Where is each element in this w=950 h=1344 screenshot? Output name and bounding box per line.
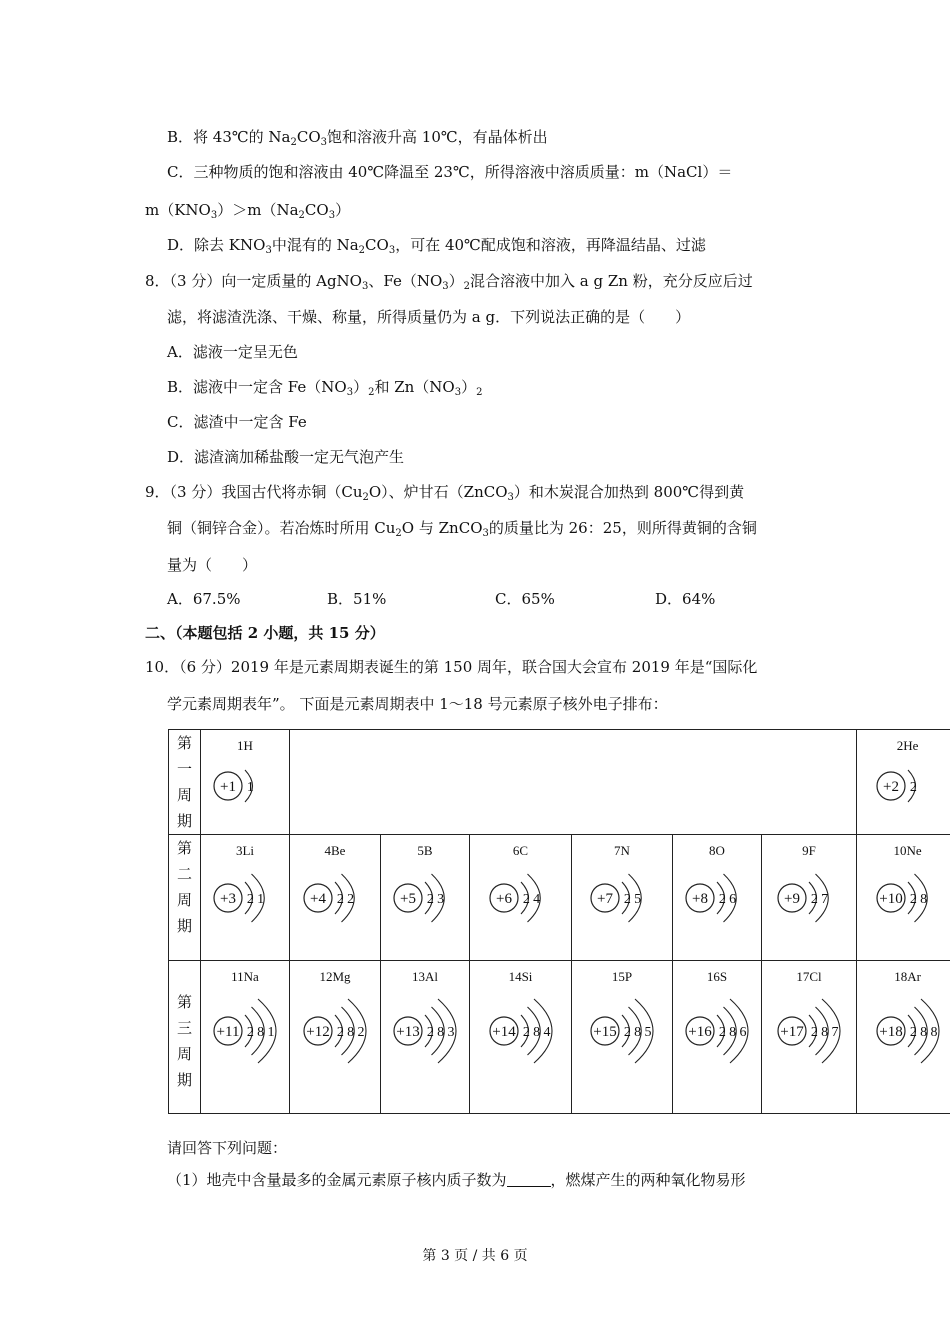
- shell-electron-count: 2: [909, 1025, 917, 1040]
- shell-electron-count: 2: [623, 892, 631, 907]
- element-symbol: 2He: [896, 738, 919, 753]
- text-run: D．除去 KNO: [167, 236, 266, 254]
- nucleus-charge: +12: [306, 1024, 330, 1040]
- q8-stem-line1: [145, 271, 753, 291]
- shell-electron-count: 2: [246, 892, 254, 907]
- text-run: ）＞m（Na: [217, 201, 299, 219]
- shell-electron-count: 2: [522, 892, 530, 907]
- q9-stem-line3: 量为（ ）: [167, 556, 258, 574]
- text-run: ）和木炭混合加热到 800℃得到黄: [513, 483, 745, 501]
- q8-stem-line2: 滤，将滤渣洗涤、干燥、称量，所得质量仍为 a g．下列说法正确的是（ ）: [167, 308, 691, 326]
- element-cell: [201, 730, 290, 835]
- text-run: m（KNO: [145, 201, 211, 219]
- text-run: 9．（3 分）我国古代将赤铜（Cu: [145, 483, 363, 501]
- atom-structure-diagram: [293, 989, 377, 1073]
- element-symbol: 10Ne: [893, 843, 922, 858]
- shell-electron-count: 2: [336, 1025, 344, 1040]
- answer-blank[interactable]: [507, 1172, 551, 1187]
- subscript: 3: [320, 137, 328, 148]
- atom-structure-diagram: [767, 863, 851, 933]
- subscript: 2: [395, 528, 402, 539]
- nucleus-charge: +3: [220, 891, 236, 907]
- element-cell: [381, 961, 470, 1114]
- shell-electron-count: 2: [810, 1025, 818, 1040]
- element-cell: [470, 961, 572, 1114]
- atom-structure-diagram: [580, 989, 664, 1073]
- q10-stem-line1: 10．（6 分）2019 年是元素周期表诞生的第 150 周年，联合国大会宣布 2019 年是“国际化: [145, 658, 758, 676]
- text-run: ）: [461, 378, 477, 396]
- subscript: 3: [507, 492, 514, 503]
- element-symbol: 17Cl: [796, 969, 822, 984]
- section-title: 二、（本题包括 2 小题，共 15 分）: [145, 624, 385, 642]
- nucleus-charge: +11: [216, 1024, 240, 1040]
- period-2-label: 第 二 周 期: [169, 835, 201, 961]
- subscript: 2: [476, 387, 483, 398]
- element-symbol: 15P: [611, 969, 633, 984]
- nucleus-charge: +4: [310, 891, 326, 907]
- q10-stem-line2: 学元素周期表年”。 下面是元素周期表中 1～18 号元素原子核外电子排布：: [167, 695, 668, 713]
- element-cell: [201, 961, 290, 1114]
- text-run: ）: [448, 272, 464, 290]
- subscript: 2: [463, 281, 471, 292]
- atom-structure-diagram: [293, 863, 377, 933]
- atom-structure-diagram: [675, 863, 759, 933]
- nucleus-charge: +9: [784, 891, 801, 907]
- shell-electron-count: 5: [634, 892, 642, 907]
- subscript: 3: [482, 528, 489, 539]
- text-run: 和 Zn（NO: [374, 378, 455, 396]
- nucleus-charge: +5: [400, 891, 416, 907]
- subscript: 3: [388, 245, 396, 256]
- element-symbol: 1H: [237, 738, 253, 753]
- atom-structure-diagram: [383, 863, 467, 933]
- element-cell: [762, 961, 857, 1114]
- subscript: 2: [362, 492, 369, 503]
- shell-electron-count: 2: [357, 1025, 365, 1040]
- element-cell: [857, 961, 950, 1114]
- q7-option-c-line1: [167, 162, 732, 182]
- shell-electron-count: 4: [532, 892, 540, 907]
- element-symbol: 6C: [512, 843, 529, 858]
- electron-configuration-table: [168, 729, 950, 1114]
- element-cell: [290, 835, 381, 961]
- subscript: 3: [346, 387, 354, 398]
- q9-option-c: C．65%: [495, 590, 555, 608]
- element-cell: [857, 730, 950, 835]
- shell-electron-count: 8: [634, 1025, 642, 1040]
- atom-structure-diagram: [203, 863, 287, 933]
- element-cell: [381, 835, 470, 961]
- nucleus-charge: +7: [597, 891, 613, 907]
- atom-structure-diagram: [767, 989, 851, 1073]
- q10-sub1-after: ，燃煤产生的两种氧化物易形: [550, 1171, 746, 1189]
- period-1-label: 第 一 周 期: [169, 730, 201, 835]
- element-symbol: 13Al: [412, 969, 438, 984]
- shell-electron-count: 1: [257, 892, 265, 907]
- shell-electron-count: 8: [821, 1025, 829, 1040]
- shell-electron-count: 2: [426, 1025, 434, 1040]
- q8-option-a: A．滤液一定呈无色: [167, 343, 298, 361]
- text-run: CO: [365, 236, 389, 254]
- nucleus-charge: +13: [396, 1024, 420, 1040]
- element-cell: [572, 961, 673, 1114]
- q8-option-d: D．滤渣滴加稀盐酸一定无气泡产生: [167, 448, 405, 466]
- text-run: ，可在 40℃配成饱和溶液，再降温结晶、过滤: [395, 236, 706, 254]
- element-symbol: 3Li: [235, 843, 255, 858]
- subscript: 3: [210, 210, 218, 221]
- text-run: 混合溶液中加入 a g Zn 粉，充分反应后过: [470, 272, 753, 290]
- atom-structure-diagram: [866, 863, 950, 933]
- shell-electron-count: 5: [644, 1025, 652, 1040]
- q10-sub1: [167, 1170, 746, 1190]
- subscript: 2: [290, 137, 297, 148]
- q7-option-c-line2: [145, 200, 350, 220]
- nucleus-charge: +16: [688, 1024, 712, 1040]
- page-footer: 第 3 页 / 共 6 页: [422, 1248, 528, 1264]
- subscript: 3: [361, 281, 369, 292]
- subscript: 3: [442, 281, 449, 292]
- atom-structure-diagram: [866, 989, 950, 1073]
- shell-electron-count: 8: [930, 1025, 938, 1040]
- text-run: 铜（铜锌合金）。若冶炼时所用 Cu: [167, 519, 396, 537]
- atom-structure-diagram: [675, 989, 759, 1073]
- shell-electron-count: 1: [246, 780, 254, 795]
- element-cell: [290, 961, 381, 1114]
- shell-electron-count: 6: [739, 1025, 747, 1040]
- shell-electron-count: 8: [919, 892, 927, 907]
- shell-electron-count: 3: [447, 1025, 455, 1040]
- nucleus-charge: +6: [495, 891, 512, 907]
- shell-electron-count: 2: [623, 1025, 631, 1040]
- shell-electron-count: 8: [437, 1025, 445, 1040]
- shell-electron-count: 8: [257, 1025, 265, 1040]
- atom-structure-diagram: [866, 758, 950, 814]
- element-cell: [572, 835, 673, 961]
- element-cell: [201, 835, 290, 961]
- shell-electron-count: 4: [542, 1025, 550, 1040]
- text-run: 的质量比为 26：25，则所得黄铜的含铜: [488, 519, 757, 537]
- q10-prompt: 请回答下列问题：: [167, 1139, 288, 1157]
- shell-electron-count: 2: [909, 892, 917, 907]
- atom-structure-diagram: [203, 989, 287, 1073]
- period-3-label: 第 三 周 期: [169, 961, 201, 1114]
- element-cell: [857, 835, 950, 961]
- shell-electron-count: 2: [246, 1025, 254, 1040]
- q9-option-d: D．64%: [655, 590, 716, 608]
- text-run: 8．（3 分）向一定质量的 AgNO: [145, 272, 362, 290]
- nucleus-charge: +2: [882, 779, 899, 795]
- shell-electron-count: 2: [909, 780, 917, 795]
- text-run: 饱和溶液升高 10℃，有晶体析出: [327, 128, 548, 146]
- subscript: 2: [358, 245, 366, 256]
- text-run: O 与 ZnCO: [401, 519, 483, 537]
- q7-option-d: [167, 235, 706, 255]
- shell-electron-count: 3: [437, 892, 445, 907]
- shell-electron-count: 2: [810, 892, 818, 907]
- nucleus-charge: +15: [593, 1024, 617, 1040]
- atom-structure-diagram: [580, 863, 664, 933]
- element-symbol: 12Mg: [319, 969, 351, 984]
- shell-electron-count: 2: [347, 892, 355, 907]
- subscript: 3: [328, 210, 336, 221]
- nucleus-charge: +17: [780, 1024, 804, 1040]
- q9-option-b: B．51%: [327, 590, 387, 608]
- element-symbol: 11Na: [231, 969, 259, 984]
- text-run: 中混有的 Na: [271, 236, 359, 254]
- atom-structure-diagram: [479, 989, 563, 1073]
- nucleus-charge: +1: [220, 779, 236, 795]
- text-run: ）: [353, 378, 369, 396]
- subscript: 2: [298, 210, 305, 221]
- atom-structure-diagram: [203, 758, 287, 814]
- nucleus-charge: +10: [878, 891, 903, 907]
- q10-sub1-before: （1）地壳中含量最多的金属元素原子核内质子数为: [167, 1171, 507, 1189]
- shell-electron-count: 8: [347, 1025, 355, 1040]
- element-symbol: 16S: [706, 969, 728, 984]
- element-cell: [470, 835, 572, 961]
- nucleus-charge: +18: [878, 1024, 903, 1040]
- period-3-row: [169, 961, 950, 1114]
- q9-stem-line2: [167, 518, 757, 538]
- shell-electron-count: 7: [831, 1025, 839, 1040]
- element-symbol: 5B: [417, 843, 433, 858]
- text-run: CO: [304, 201, 329, 219]
- shell-electron-count: 2: [426, 892, 434, 907]
- element-symbol: 7N: [614, 843, 630, 858]
- shell-electron-count: 8: [919, 1025, 927, 1040]
- text-run: O）、炉甘石（ZnCO: [368, 483, 508, 501]
- text-run: CO: [296, 128, 321, 146]
- text-run: C．三种物质的饱和溶液由 40℃降温至 23℃，所得溶液中溶质质量：m（NaCl）＝: [167, 163, 733, 181]
- element-symbol: 9F: [802, 843, 816, 858]
- shell-electron-count: 2: [522, 1025, 530, 1040]
- subscript: 3: [454, 387, 462, 398]
- q9-option-a: A．67.5%: [167, 590, 241, 608]
- element-cell: [673, 961, 762, 1114]
- q9-stem-line1: [145, 482, 744, 502]
- shell-electron-count: 2: [336, 892, 344, 907]
- shell-electron-count: 2: [718, 892, 726, 907]
- period-1-row: [169, 730, 950, 835]
- shell-electron-count: 6: [729, 892, 737, 907]
- subscript: 3: [265, 245, 272, 256]
- atom-structure-diagram: [479, 863, 563, 933]
- atom-structure-diagram: [383, 989, 467, 1073]
- text-run: ）: [335, 201, 351, 219]
- element-symbol: 14Si: [508, 969, 533, 984]
- empty-region: [290, 730, 857, 835]
- element-symbol: 18Ar: [894, 969, 921, 984]
- text-run: B．滤液中一定含 Fe（NO: [167, 378, 347, 396]
- shell-electron-count: 8: [729, 1025, 737, 1040]
- text-run: B．将 43℃的 Na: [167, 128, 291, 146]
- q8-option-c: C．滤渣中一定含 Fe: [167, 413, 307, 431]
- period-2-row: [169, 835, 950, 961]
- shell-electron-count: 8: [532, 1025, 540, 1040]
- element-cell: [673, 835, 762, 961]
- element-symbol: 8O: [709, 843, 725, 858]
- element-symbol: 4Be: [324, 843, 346, 858]
- q7-option-b: [167, 127, 548, 147]
- q8-option-b: [167, 377, 483, 397]
- shell-electron-count: 1: [267, 1025, 275, 1040]
- shell-electron-count: 2: [718, 1025, 726, 1040]
- element-cell: [762, 835, 857, 961]
- subscript: 2: [368, 387, 375, 398]
- text-run: 、Fe（NO: [368, 272, 443, 290]
- shell-electron-count: 7: [821, 892, 829, 907]
- nucleus-charge: +8: [692, 891, 708, 907]
- nucleus-charge: +14: [491, 1024, 516, 1040]
